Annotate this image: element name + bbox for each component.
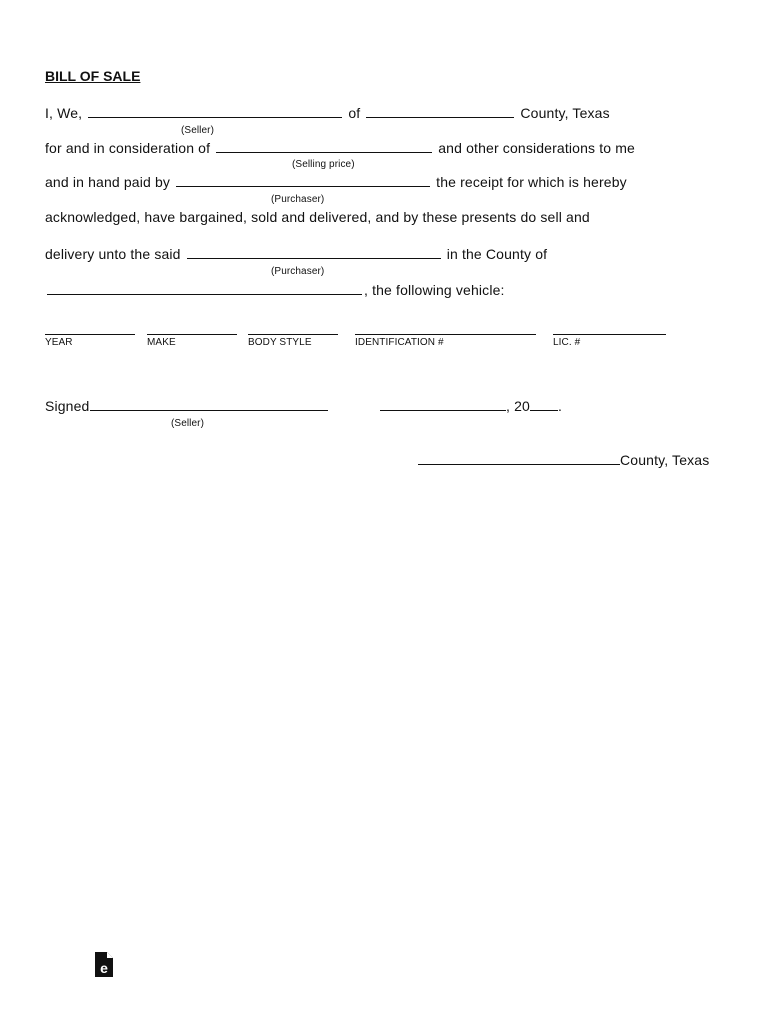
line-4: acknowledged, have bargained, sold and delivered, and by these presents do sell and <box>45 209 590 225</box>
license-label: LIC. # <box>553 337 581 348</box>
seller-signature-label: (Seller) <box>171 418 205 429</box>
signed-line <box>45 398 328 414</box>
seller-name-field[interactable] <box>88 105 342 118</box>
year-prefix: , 20 <box>506 398 530 414</box>
body-style-field[interactable] <box>248 334 338 335</box>
line-2 <box>45 140 635 156</box>
line-1-suffix: County, Texas <box>520 105 610 121</box>
line-2-prefix: for and in consideration of <box>45 140 211 156</box>
notary-county-field[interactable] <box>418 452 620 465</box>
line-5 <box>45 246 547 262</box>
selling-price-field[interactable] <box>216 140 432 153</box>
county-suffix: County, Texas <box>620 452 710 468</box>
signed-prefix: Signed <box>45 398 90 414</box>
line-2-suffix: and other considerations to me <box>438 140 635 156</box>
line-1-mid: of <box>348 105 361 121</box>
year-suffix: . <box>557 398 562 414</box>
line-6 <box>45 282 505 298</box>
line-3-prefix: and in hand paid by <box>45 174 171 190</box>
page-title: BILL OF SALE <box>45 68 141 84</box>
line-1 <box>45 105 610 121</box>
line-6-suffix: , the following vehicle: <box>364 282 505 298</box>
date-field[interactable] <box>380 398 506 411</box>
identification-field[interactable] <box>355 334 536 335</box>
date-line <box>380 398 562 414</box>
make-label: MAKE <box>147 337 176 348</box>
county-line <box>418 452 709 468</box>
purchaser-name-field[interactable] <box>176 174 430 187</box>
line-5-prefix: delivery unto the said <box>45 246 181 262</box>
purchaser-label-2: (Purchaser) <box>271 266 325 277</box>
line-5-suffix: in the County of <box>446 246 548 262</box>
identification-label: IDENTIFICATION # <box>355 337 444 348</box>
year-suffix-field[interactable] <box>530 398 558 411</box>
line-3-suffix: the receipt for which is hereby <box>436 174 627 190</box>
document-e-logo-icon <box>95 952 113 977</box>
line-3 <box>45 174 627 190</box>
year-label: YEAR <box>45 337 73 348</box>
purchaser-county-field[interactable] <box>47 282 362 295</box>
svg-text:e: e <box>100 960 108 976</box>
purchaser-label: (Purchaser) <box>271 194 325 205</box>
seller-label: (Seller) <box>181 125 215 136</box>
selling-price-label: (Selling price) <box>292 159 355 170</box>
body-style-label: BODY STYLE <box>248 337 312 348</box>
make-field[interactable] <box>147 334 237 335</box>
line-1-prefix: I, We, <box>45 105 83 121</box>
purchaser-name-field-2[interactable] <box>187 246 441 259</box>
license-field[interactable] <box>553 334 666 335</box>
seller-county-field[interactable] <box>366 105 514 118</box>
seller-signature-field[interactable] <box>90 398 328 411</box>
year-field[interactable] <box>45 334 135 335</box>
